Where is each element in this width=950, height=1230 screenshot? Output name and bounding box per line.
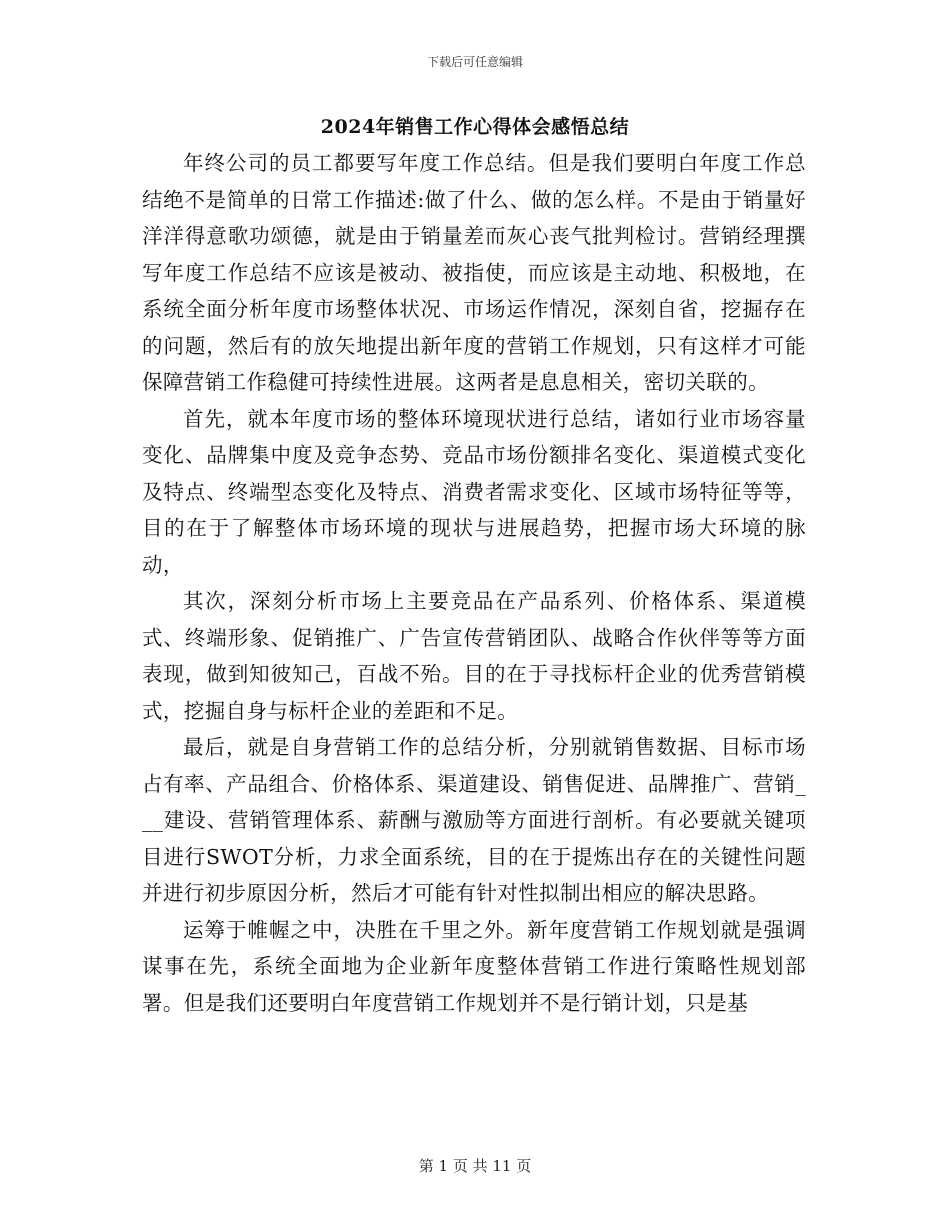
document-title: 2024年销售工作心得体会感悟总结: [320, 116, 630, 138]
paragraph: 首先，就本年度市场的整体环境现状进行总结，诸如行业市场容量变化、品牌集中度及竞争态势、竞品市场份额排名变化、渠道模式变化及特点、终端型态变化及特点、消费者需求变化、区域市场特征等等，目的在于了解整体市场环境的现状与进展趋势，把握市场大环境的脉动，: [142, 406, 806, 577]
page-header-note: 下载后可任意编辑: [426, 55, 523, 69]
paragraph: 其次，深刻分析市场上主要竞品在产品系列、价格体系、渠道模式、终端形象、促销推广、广告宣传营销团队、战略合作伙伴等等方面表现，做到知彼知己，百战不殆。目的在于寻找标杆企业的优秀营销模式，挖掘自身与标杆企业的差距和不足。: [142, 589, 806, 723]
page-number: 第 1 页 共 11 页: [418, 1157, 532, 1175]
paragraph: 年终公司的员工都要写年度工作总结。但是我们要明白年度工作总结绝不是简单的日常工作描述:做了什么、做的怎么样。不是由于销量好洋洋得意歌功颂德，就是由于销量差而灰心丧气批判检讨。营销经理撰写年度工作总结不应该是被动、被指使，而应该是主动地、积极地，在系统全面分析年度市场整体状况、市场运作情况，深刻自省，挖掘存在的问题，然后有的放矢地提出新年度的营销工作规划，只有这样才可能保障营销工作稳健可持续性进展。这两者是息息相关，密切关联的。: [142, 151, 806, 394]
paragraph: 运筹于帷幄之中，决胜在千里之外。新年度营销工作规划就是强调谋事在先，系统全面地为企业新年度整体营销工作进行策略性规划部署。但是我们还要明白年度营销工作规划并不是行销计划，只是基: [142, 917, 806, 1015]
paragraph: 最后，就是自身营销工作的总结分析，分别就销售数据、目标市场占有率、产品组合、价格体系、渠道建设、销售促进、品牌推广、营销___建设、营销管理体系、薪酬与激励等方面进行剖析。有必要就关键项目进行SWOT分析，力求全面系统，目的在于提炼出存在的关键性问题并进行初步原因分析，然后才可能有针对性拟制出相应的解决思路。: [142, 735, 806, 905]
document-body: [142, 145, 806, 1021]
